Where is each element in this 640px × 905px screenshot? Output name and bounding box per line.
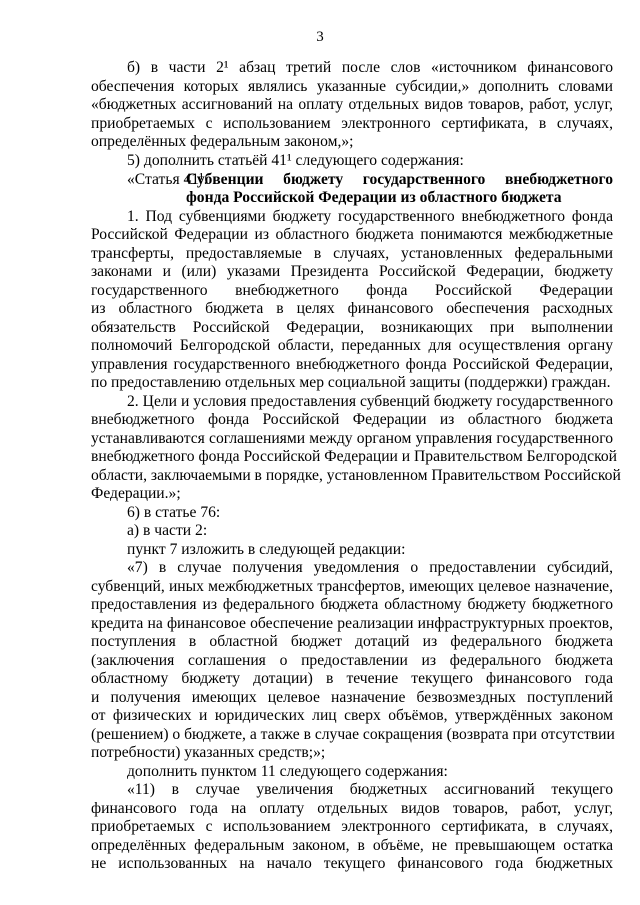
text-line: приобретаемых с использованием электронного сертификата, в случаях, (91, 115, 613, 132)
text-line: и получения имеющих целевое назначение безвозмездных поступлений (91, 689, 613, 706)
text-line: обеспечения которых являлись указанные субсидии,» дополнить словами (91, 78, 613, 95)
text-line: от физических и юридических лиц сверх объёмов, утверждённых законом (91, 707, 613, 724)
text-line: (решением) о бюджете, а также в случае сокращения (возврата при отсутствии (91, 726, 615, 743)
text-line: приобретаемых с использованием электронного сертификата, в случаях, (91, 818, 613, 835)
text-line: определённых федеральным законом, в объёме, не превышающем остатка (91, 837, 613, 854)
text-line: предоставления из федерального бюджета областному бюджету бюджетного (91, 596, 613, 613)
text-line: областному бюджету дотации) в течение текущего финансового года (91, 670, 613, 687)
text-line: Российской Федерации из областного бюджета понимаются межбюджетные (91, 226, 613, 243)
text-line: а) в части 2: (127, 522, 208, 539)
text-line: «11) в случае увеличения бюджетных ассигнований текущего (127, 781, 613, 798)
text-line: потребности) указанных средств;»; (91, 744, 326, 761)
text-line: (заключения соглашения о предоставлении из федерального бюджета (91, 652, 613, 669)
text-line: «бюджетных ассигнований на оплату отдельных видов товаров, работ, услуг, (91, 96, 613, 113)
text-line: б) в части 2¹ абзац третий после слов «источником финансового (127, 59, 613, 76)
text-line: финансового года на оплату отдельных видов товаров, работ, услуг, (91, 800, 613, 817)
text-line: трансферты, предоставляемые в случаях, установленных федеральными (91, 245, 613, 262)
text-line: пункт 7 изложить в следующей редакции: (127, 541, 406, 558)
text-line: по предоставлению отдельных мер социальной защиты (поддержки) граждан. (91, 374, 611, 391)
text-line: управления государственного внебюджетного фонда Российской Федерации, (91, 356, 613, 373)
text-line: кредита на финансовое обеспечение реализации инфраструктурных проектов, (91, 615, 613, 632)
text-line: внебюджетного фонда Российской Федерации и Правительством Белгородской (91, 448, 617, 465)
text-line: обязательств Российской Федерации, возникающих при выполнении (91, 319, 613, 336)
text-line: государственного внебюджетного фонда Российской Федерации (91, 282, 613, 299)
article-title: Субвенции бюджету государственного внебюджетного (186, 171, 613, 188)
text-line: определённых федеральным законом,»; (91, 133, 354, 150)
text-line: поступления в областной бюджет дотаций из федерального бюджета (91, 633, 613, 650)
text-line: 6) в статье 76: (127, 504, 221, 521)
text-line: законами и (или) указами Президента Российской Федерации, бюджету (91, 263, 613, 280)
text-line: полномочий Белгородской области, переданных для осуществления органу (91, 337, 613, 354)
text-line: субвенций, иных межбюджетных трансфертов, имеющих целевое назначение, (91, 578, 613, 595)
text-line: 1. Под субвенциями бюджету государственного внебюджетного фонда (127, 208, 613, 225)
text-line: «7) в случае получения уведомления о предоставлении субсидий, (127, 559, 613, 576)
article-label: «Статья 41¹. (127, 171, 208, 188)
text-line: внебюджетного фонда Российской Федерации из областного бюджета (91, 411, 613, 428)
text-line: области, заключаемыми в порядке, установленном Правительством Российской (91, 467, 621, 484)
text-line: 5) дополнить статьёй 41¹ следующего содержания: (127, 152, 464, 169)
text-line: 2. Цели и условия предоставления субвенций бюджету государственного (127, 393, 613, 410)
text-line: из областного бюджета в целях финансового обеспечения расходных (91, 300, 613, 317)
text-line: дополнить пунктом 11 следующего содержания: (127, 763, 448, 780)
text-line: устанавливаются соглашениями между органом управления государственного (91, 430, 613, 447)
page-number: 3 (316, 29, 324, 45)
text-line: Федерации.»; (91, 485, 181, 502)
text-line: не использованных на начало текущего финансового года бюджетных (91, 855, 613, 872)
article-title: фонда Российской Федерации из областного бюджета (186, 189, 562, 206)
